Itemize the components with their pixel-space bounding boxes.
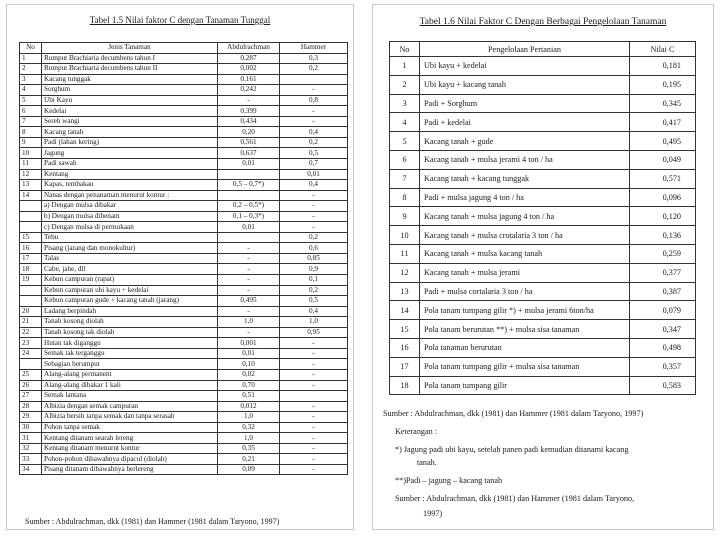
right-cell: 9 [390, 207, 420, 226]
left-cell: 2 [20, 64, 42, 75]
left-cell: 18 [20, 264, 42, 275]
left-cell: 0,637 [218, 148, 280, 159]
left-cell: Kentang ditanam menurut kontur [42, 443, 218, 454]
left-row [20, 211, 348, 222]
left-cell: 29 [20, 412, 42, 423]
right-cell: 11 [390, 244, 420, 263]
right-cell: 5 [390, 132, 420, 151]
left-cell: Kapas, tembakau [42, 180, 218, 191]
right-row [390, 132, 696, 151]
right-header-c-value: Nilai C [630, 42, 696, 57]
right-cell: 0,181 [630, 57, 696, 76]
left-cell [20, 211, 42, 222]
left-cell: 0,4 [280, 127, 348, 138]
left-cell: 0,1 – 0,3*) [218, 211, 280, 222]
left-cell [218, 232, 280, 243]
left-row [20, 317, 348, 328]
left-cell: 0,012 [218, 401, 280, 412]
left-row [20, 222, 348, 233]
left-cell: Pisang ditanam dibawahnya berlereng [42, 464, 218, 475]
left-row [20, 306, 348, 317]
left-cell: Semak tak terganggu [42, 348, 218, 359]
left-cell: 0,434 [218, 116, 280, 127]
right-cell: 0,345 [630, 94, 696, 113]
right-row [390, 57, 696, 76]
right-cell: 3 [390, 94, 420, 113]
left-row [20, 190, 348, 201]
left-row [20, 137, 348, 148]
left-row [20, 201, 348, 212]
left-row [20, 422, 348, 433]
left-cell [218, 190, 280, 201]
left-row [20, 264, 348, 275]
left-cell: 17 [20, 253, 42, 264]
right-cell: 0,120 [630, 207, 696, 226]
right-row [390, 320, 696, 339]
left-cell: - [280, 443, 348, 454]
left-cell: - [280, 85, 348, 96]
left-cell: 0,287 [218, 53, 280, 64]
left-cell: 0,2 [280, 232, 348, 243]
right-row [390, 150, 696, 169]
right-cell: 12 [390, 263, 420, 282]
left-cell: 12 [20, 169, 42, 180]
left-cell: - [280, 222, 348, 233]
right-cell: Pola tanaman berurutan [420, 338, 630, 357]
left-cell: - [280, 422, 348, 433]
left-cell: Albizia dengan semak campuran [42, 401, 218, 412]
left-cell: 5 [20, 95, 42, 106]
left-cell: 31 [20, 433, 42, 444]
left-cell: 15 [20, 232, 42, 243]
left-header-no: No [20, 43, 42, 54]
left-cell: Tanah kosong diolah [42, 317, 218, 328]
left-cell: 19 [20, 275, 42, 286]
left-cell: - [280, 464, 348, 475]
left-cell: 0,002 [218, 64, 280, 75]
right-row [390, 301, 696, 320]
management-c-factor-table [389, 41, 696, 395]
right-cell: 0,583 [630, 376, 696, 395]
left-row [20, 85, 348, 96]
left-cell: 0,5 [280, 296, 348, 307]
left-row [20, 380, 348, 391]
left-cell [20, 222, 42, 233]
left-cell: 21 [20, 317, 42, 328]
left-cell: - [280, 359, 348, 370]
right-cell: 0,195 [630, 75, 696, 94]
left-row [20, 275, 348, 286]
left-cell: 1,0 [218, 317, 280, 328]
left-cell: 1,0 [218, 433, 280, 444]
left-row [20, 391, 348, 402]
right-source-note: Sumber : Abdulrachman, dkk (1981) dan Hammer (1981 dalam Taryono, 1997) [383, 409, 644, 418]
left-cell: Kacang tanah [42, 127, 218, 138]
left-cell: Jagung [42, 148, 218, 159]
left-row [20, 180, 348, 191]
left-cell: 0,01 [280, 169, 348, 180]
right-row [390, 113, 696, 132]
left-cell: 0,001 [218, 338, 280, 349]
left-cell: Alang-alang permanent [42, 369, 218, 380]
right-cell: 0,347 [630, 320, 696, 339]
left-row [20, 253, 348, 264]
right-cell: 0,498 [630, 338, 696, 357]
left-cell: Hutan tak diganggu [42, 338, 218, 349]
left-cell: Albizia bersih tanpa semak dan tanpa serasah [42, 412, 218, 423]
right-cell: Pola tanam tumpang gilir *) + mulsa jerami 6ton/ha [420, 301, 630, 320]
left-row [20, 95, 348, 106]
right-row [390, 226, 696, 245]
left-cell: 0,10 [218, 359, 280, 370]
right-cell: Kacang tanah + mulsa jagung 4 ton / ha [420, 207, 630, 226]
left-cell: 23 [20, 338, 42, 349]
left-cell: Kebun campuran gude + kacang tanah (jarang) [42, 296, 218, 307]
left-cell: 0,85 [280, 253, 348, 264]
left-cell: - [218, 327, 280, 338]
left-cell: Sereh wangi [42, 116, 218, 127]
left-cell: 11 [20, 159, 42, 170]
left-cell: 0,2 [280, 285, 348, 296]
left-cell: Rumput Brachiaria decumbens tahun I [42, 53, 218, 64]
left-cell: - [280, 338, 348, 349]
left-cell: Sorghum [42, 85, 218, 96]
left-row [20, 285, 348, 296]
right-row [390, 244, 696, 263]
left-cell: 0,1 [280, 275, 348, 286]
left-header-hammer: Hammer [280, 43, 348, 54]
right-cell: 0,417 [630, 113, 696, 132]
right-cell: 14 [390, 301, 420, 320]
crop-c-factor-table [19, 42, 348, 475]
left-row [20, 148, 348, 159]
right-row [390, 263, 696, 282]
left-cell: 0,4 [280, 180, 348, 191]
right-cell: 0,259 [630, 244, 696, 263]
left-cell: 0,9 [280, 264, 348, 275]
right-cell: 1 [390, 57, 420, 76]
left-cell: Pohon tanpa semak [42, 422, 218, 433]
left-cell: Padi sawah [42, 159, 218, 170]
left-cell: 32 [20, 443, 42, 454]
left-cell: 27 [20, 391, 42, 402]
right-cell: 0,495 [630, 132, 696, 151]
left-cell: - [280, 433, 348, 444]
left-cell: - [280, 190, 348, 201]
note-1: *) Jagung padi ubi kayu, setelah panen padi kemudian ditanami kacang [395, 445, 629, 454]
right-row [390, 75, 696, 94]
right-cell: 0,377 [630, 263, 696, 282]
left-cell: 33 [20, 454, 42, 465]
left-cell: - [218, 95, 280, 106]
left-cell: 30 [20, 422, 42, 433]
left-cell: 1,0 [280, 317, 348, 328]
right-cell: Ubi kayu + kacang tanah [420, 75, 630, 94]
left-row [20, 64, 348, 75]
left-row [20, 159, 348, 170]
right-cell: 0,049 [630, 150, 696, 169]
right-row [390, 282, 696, 301]
right-row [390, 338, 696, 357]
right-cell: 0,571 [630, 169, 696, 188]
left-cell: 0,02 [218, 369, 280, 380]
left-cell: 1 [20, 53, 42, 64]
left-cell: Tebu [42, 232, 218, 243]
left-cell: 0,2 – 0,5*) [218, 201, 280, 212]
right-cell: Padi + Sorghum [420, 94, 630, 113]
left-cell: 8 [20, 127, 42, 138]
right-cell: Kacang tanah + mulsa jerami 4 ton / ha [420, 150, 630, 169]
left-cell: Alang-alang dibakar 1 kali [42, 380, 218, 391]
right-cell: Kacang tanah + kacang tunggak [420, 169, 630, 188]
right-header-management: Pengelolaan Pertanian [420, 42, 630, 57]
right-cell: Kacang tanah + gude [420, 132, 630, 151]
left-cell: 20 [20, 306, 42, 317]
left-row [20, 369, 348, 380]
left-row [20, 232, 348, 243]
left-cell: a) Dengan mulsa dibakar [42, 201, 218, 212]
right-cell: 0,096 [630, 188, 696, 207]
left-cell: 4 [20, 85, 42, 96]
source-note-2-continued: 1997) [423, 509, 443, 518]
left-cell: Nanas dengan penanaman menurut kontur : [42, 190, 218, 201]
left-cell: 0,51 [218, 391, 280, 402]
left-row [20, 106, 348, 117]
right-cell: 17 [390, 357, 420, 376]
right-cell: 8 [390, 188, 420, 207]
right-cell: Padi + mulsa jagung 4 ton / ha [420, 188, 630, 207]
left-row [20, 116, 348, 127]
left-cell: - [280, 454, 348, 465]
left-cell: 13 [20, 180, 42, 191]
right-notes [383, 408, 708, 519]
left-cell: - [218, 243, 280, 254]
left-cell: 0,20 [218, 127, 280, 138]
left-cell: 0,09 [218, 464, 280, 475]
left-cell: 0,7 [280, 159, 348, 170]
left-cell: Semak lantana [42, 391, 218, 402]
left-row [20, 443, 348, 454]
left-row [20, 464, 348, 475]
right-cell: Padi + kedelai [420, 113, 630, 132]
right-cell: Kacang tanah + mulsa crotalaria 3 ton / ha [420, 226, 630, 245]
left-cell: c) Dengan mulsa di permukaan [42, 222, 218, 233]
left-cell: - [280, 116, 348, 127]
left-cell: - [218, 264, 280, 275]
right-row [390, 357, 696, 376]
left-row [20, 327, 348, 338]
left-cell: Pohon-pohon dibawahnya dipacul (diolah) [42, 454, 218, 465]
left-cell: 0,5 [280, 148, 348, 159]
left-cell: Pisang (jarang dan monokultur) [42, 243, 218, 254]
left-cell: Rumput Brachiaria decumbens tahun II [42, 64, 218, 75]
left-header-row [20, 43, 348, 54]
left-cell: - [218, 285, 280, 296]
left-source-note: Sumber : Abdulrachman, dkk (1981) dan Hammer (1981 dalam Taryono, 1997) [25, 517, 280, 526]
left-cell: 0,3 [280, 53, 348, 64]
right-cell: 0,357 [630, 357, 696, 376]
left-cell: - [280, 106, 348, 117]
left-cell: Kentang [42, 169, 218, 180]
left-row [20, 53, 348, 64]
left-cell [280, 74, 348, 85]
left-cell: Ubi Kayu [42, 95, 218, 106]
right-row [390, 94, 696, 113]
right-table-title: Tabel 1.6 Nilai Faktor C Dengan Berbagai Pengelolaan Tanaman [419, 17, 667, 27]
left-cell: 0,495 [218, 296, 280, 307]
note-2: **)Padi – jagung – kacang tanah [395, 476, 503, 485]
right-cell: 0,387 [630, 282, 696, 301]
right-row [390, 169, 696, 188]
left-cell [280, 391, 348, 402]
left-cell: 0,70 [218, 380, 280, 391]
right-cell: Kacang tanah + mulsa jerami [420, 263, 630, 282]
right-cell: 16 [390, 338, 420, 357]
right-cell: Pola tanam tumpang gilir [420, 376, 630, 395]
left-cell: - [280, 380, 348, 391]
right-cell: Padi + mulsa cortalaria 3 ton / ha [420, 282, 630, 301]
left-cell: - [280, 369, 348, 380]
left-cell: - [218, 306, 280, 317]
right-cell: 15 [390, 320, 420, 339]
left-row [20, 338, 348, 349]
left-cell: 0,35 [218, 443, 280, 454]
left-cell: 28 [20, 401, 42, 412]
left-cell: 0,21 [218, 454, 280, 465]
right-table-panel [372, 4, 714, 530]
left-row [20, 243, 348, 254]
left-cell: - [280, 201, 348, 212]
left-cell: Talas [42, 253, 218, 264]
left-cell: Kebun campuran (rapat) [42, 275, 218, 286]
left-table-panel [6, 4, 354, 530]
right-header-row [390, 42, 696, 57]
right-cell: 18 [390, 376, 420, 395]
left-cell: Padi (lahan kering) [42, 137, 218, 148]
left-cell: 0,2 [280, 137, 348, 148]
left-cell: 16 [20, 243, 42, 254]
right-cell: Kacang tanah + mulsa kacang tanah [420, 244, 630, 263]
left-row [20, 401, 348, 412]
right-row [390, 207, 696, 226]
left-row [20, 169, 348, 180]
left-cell: 0,5 – 0,7*) [218, 180, 280, 191]
right-row [390, 376, 696, 395]
left-cell: 6 [20, 106, 42, 117]
left-cell: - [280, 412, 348, 423]
right-cell: 13 [390, 282, 420, 301]
right-cell: Ubi kayu + kedelai [420, 57, 630, 76]
left-cell: 10 [20, 148, 42, 159]
left-row [20, 359, 348, 370]
right-header-no: No [390, 42, 420, 57]
left-cell: 0,242 [218, 85, 280, 96]
left-cell: 0,95 [280, 327, 348, 338]
notes-heading: Keterangan : [395, 427, 438, 436]
left-header-crop: Jenis Tanaman [42, 43, 218, 54]
left-table-title: Tabel 1.5 Nilai faktor C dengan Tanaman Tunggal [89, 15, 271, 25]
left-cell: 0,01 [218, 348, 280, 359]
right-cell: Pola tanam berurutan **) + mulsa sisa tanaman [420, 320, 630, 339]
left-cell: 26 [20, 380, 42, 391]
left-cell: 9 [20, 137, 42, 148]
right-cell: 0,136 [630, 226, 696, 245]
left-cell: Kebun campuran ubi kayu + kedelai [42, 285, 218, 296]
left-cell: 0,2 [280, 64, 348, 75]
left-cell: - [218, 275, 280, 286]
left-cell: - [280, 211, 348, 222]
left-cell: Ladang berpindah [42, 306, 218, 317]
left-row [20, 454, 348, 465]
left-cell: 0,399 [218, 106, 280, 117]
left-cell: - [218, 253, 280, 264]
left-cell: 0,6 [280, 243, 348, 254]
left-cell: - [280, 401, 348, 412]
left-cell: 0,4 [280, 306, 348, 317]
left-cell: Kedelai [42, 106, 218, 117]
left-cell: Sebagian berumput [42, 359, 218, 370]
right-cell: 0,079 [630, 301, 696, 320]
left-cell [20, 285, 42, 296]
left-row [20, 412, 348, 423]
source-note-2: Sumber : Abdulrachman, dkk (1981) dan Hammer (1981 dalam Taryono, [395, 494, 635, 503]
right-cell: 6 [390, 150, 420, 169]
left-cell: 34 [20, 464, 42, 475]
left-cell: 0,561 [218, 137, 280, 148]
left-cell: 24 [20, 348, 42, 359]
right-cell: 7 [390, 169, 420, 188]
right-cell: Pola tanam tumpang gilir + mulsa sisa tanaman [420, 357, 630, 376]
left-row [20, 74, 348, 85]
left-cell: 0,161 [218, 74, 280, 85]
left-cell: b) Dengan mulsa dibenam [42, 211, 218, 222]
left-row [20, 296, 348, 307]
left-cell: 22 [20, 327, 42, 338]
left-cell: 25 [20, 369, 42, 380]
left-cell: - [280, 348, 348, 359]
left-row [20, 127, 348, 138]
left-cell [218, 169, 280, 180]
left-row [20, 348, 348, 359]
left-cell: 0,01 [218, 222, 280, 233]
left-cell: 3 [20, 74, 42, 85]
left-cell: 14 [20, 190, 42, 201]
right-cell: 4 [390, 113, 420, 132]
right-cell: 2 [390, 75, 420, 94]
left-cell: Kacang tunggak [42, 74, 218, 85]
left-row [20, 433, 348, 444]
right-cell: 10 [390, 226, 420, 245]
left-cell: 1,0 [218, 412, 280, 423]
left-cell: Tanah kosong tak diolah [42, 327, 218, 338]
left-cell: 7 [20, 116, 42, 127]
left-cell: 0,32 [218, 422, 280, 433]
left-header-abdulrachman: Abdulrachman [218, 43, 280, 54]
left-cell [20, 359, 42, 370]
left-cell: Cabe, jahe, dll [42, 264, 218, 275]
right-row [390, 188, 696, 207]
left-cell: 0,8 [280, 95, 348, 106]
note-1-continued: tanah. [417, 458, 437, 467]
left-cell [20, 201, 42, 212]
left-cell: Kentang ditanam searah lereng [42, 433, 218, 444]
left-cell [20, 296, 42, 307]
left-cell: 0,01 [218, 159, 280, 170]
